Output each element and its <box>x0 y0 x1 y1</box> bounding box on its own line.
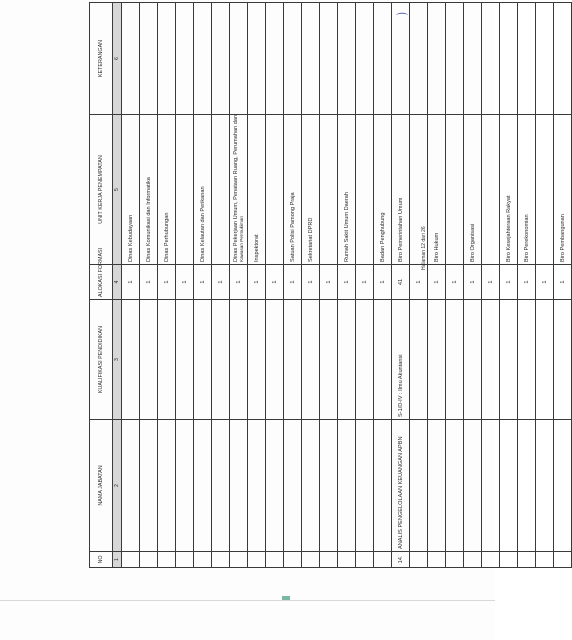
scan-marker <box>282 596 290 600</box>
table-row <box>320 3 338 568</box>
unit-kerja-text: Biro Hukum <box>433 232 440 262</box>
cell-keterangan <box>176 3 194 115</box>
cell-kualifikasi <box>194 300 212 420</box>
cell-unit-kerja <box>194 115 212 265</box>
table-row <box>284 3 302 568</box>
cell-keterangan <box>518 3 536 115</box>
cell-jabatan <box>518 420 536 552</box>
cell-alokasi: 1 <box>536 265 554 300</box>
table-row <box>212 3 230 568</box>
cell-alokasi: 1 <box>482 265 500 300</box>
cell-alokasi: 1 <box>464 265 482 300</box>
cell-jabatan <box>356 420 374 552</box>
unit-kerja-text: Satuan Polisi Pamong Praja <box>289 192 296 262</box>
unit-kerja-text: Dinas Perhubungan <box>163 212 170 262</box>
cell-no <box>356 552 374 568</box>
cell-alokasi: 1 <box>266 265 284 300</box>
cell-keterangan <box>446 3 464 115</box>
cell-no <box>284 552 302 568</box>
cell-keterangan <box>320 3 338 115</box>
cell-unit-kerja <box>266 115 284 265</box>
cell-jabatan <box>194 420 212 552</box>
cell-unit-kerja <box>374 115 392 265</box>
cell-unit-kerja <box>536 115 554 265</box>
cell-alokasi: 1 <box>518 265 536 300</box>
cell-unit-kerja <box>356 115 374 265</box>
cell-jabatan <box>284 420 302 552</box>
cell-no <box>518 552 536 568</box>
pen-mark-icon: ⌒ <box>396 12 409 26</box>
cell-no <box>248 552 266 568</box>
cell-keterangan <box>554 3 572 115</box>
table-row <box>464 3 482 568</box>
cell-keterangan <box>122 3 140 115</box>
cell-unit-kerja <box>140 115 158 265</box>
table-row <box>482 3 500 568</box>
cell-alokasi: 1 <box>554 265 572 300</box>
cell-jabatan <box>536 420 554 552</box>
cell-kualifikasi <box>536 300 554 420</box>
cell-keterangan <box>482 3 500 115</box>
cell-kualifikasi <box>320 300 338 420</box>
table-row <box>554 3 572 568</box>
header-unit-kerja: UNIT KERJA PENEMPATAN <box>90 115 113 265</box>
page-number: Halaman 12 dari 26 <box>421 226 427 270</box>
cell-alokasi: 1 <box>230 265 248 300</box>
cell-alokasi: 1 <box>194 265 212 300</box>
cell-kualifikasi <box>500 300 518 420</box>
cell-unit-kerja <box>230 115 248 265</box>
table-row <box>410 3 428 568</box>
cell-unit-kerja <box>248 115 266 265</box>
cell-no <box>446 552 464 568</box>
cell-kualifikasi <box>158 300 176 420</box>
table-row <box>338 3 356 568</box>
cell-alokasi: 1 <box>248 265 266 300</box>
cell-no <box>482 552 500 568</box>
cell-jabatan <box>338 420 356 552</box>
cell-jabatan <box>140 420 158 552</box>
cell-keterangan <box>500 3 518 115</box>
cell-jabatan <box>302 420 320 552</box>
cell-kualifikasi <box>338 300 356 420</box>
header-kualifikasi: KUALIFIKASI PENDIDIKAN <box>90 300 113 420</box>
cell-kualifikasi <box>356 300 374 420</box>
cell-no <box>374 552 392 568</box>
cell-unit-kerja <box>518 115 536 265</box>
column-number: 4 <box>113 265 122 300</box>
cell-unit-kerja <box>320 115 338 265</box>
column-number: 5 <box>113 115 122 265</box>
cell-keterangan <box>356 3 374 115</box>
cell-alokasi: 1 <box>374 265 392 300</box>
column-number: 2 <box>113 420 122 552</box>
cell-unit-kerja <box>122 115 140 265</box>
table-row <box>536 3 554 568</box>
cell-alokasi: 1 <box>302 265 320 300</box>
cell-jabatan <box>122 420 140 552</box>
table-row <box>356 3 374 568</box>
cell-kualifikasi <box>518 300 536 420</box>
cell-jabatan <box>446 420 464 552</box>
divider <box>0 600 495 601</box>
cell-alokasi: 1 <box>356 265 374 300</box>
cell-keterangan <box>338 3 356 115</box>
cell-jabatan <box>554 420 572 552</box>
table-row <box>428 3 446 568</box>
table-row <box>140 3 158 568</box>
cell-unit-kerja <box>338 115 356 265</box>
cell-unit-kerja <box>176 115 194 265</box>
unit-kerja-text: Rumah Sakit Umum Daerah <box>343 192 350 262</box>
cell-alokasi: 1 <box>410 265 428 300</box>
table-row <box>500 3 518 568</box>
cell-alokasi: 1 <box>446 265 464 300</box>
cell-no <box>230 552 248 568</box>
unit-kerja-text: Biro Pembangunan <box>559 214 566 262</box>
cell-kualifikasi <box>554 300 572 420</box>
header-keterangan: KETERANGAN <box>90 3 113 115</box>
header-nama-jabatan: NAMA JABATAN <box>90 420 113 552</box>
table-row <box>122 3 140 568</box>
cell-kualifikasi <box>248 300 266 420</box>
cell-unit-kerja <box>482 115 500 265</box>
cell-kualifikasi <box>464 300 482 420</box>
column-number: 6 <box>113 3 122 115</box>
unit-kerja-text: Sekretariat DPRD <box>307 217 314 262</box>
cell-jabatan <box>500 420 518 552</box>
cell-no <box>338 552 356 568</box>
cell-no <box>410 552 428 568</box>
cell-jabatan <box>266 420 284 552</box>
cell-kualifikasi <box>482 300 500 420</box>
cell-no <box>122 552 140 568</box>
cell-unit-kerja <box>302 115 320 265</box>
cell-kualifikasi <box>302 300 320 420</box>
cell-no <box>140 552 158 568</box>
cell-kualifikasi <box>428 300 446 420</box>
unit-kerja-text: Biro Kesejahteraan Rakyat <box>505 195 512 262</box>
table-row <box>392 3 410 568</box>
header-no: NO <box>90 552 113 568</box>
cell-jabatan <box>482 420 500 552</box>
cell-kualifikasi <box>374 300 392 420</box>
unit-kerja-text: Biro Organisasi <box>469 223 476 262</box>
cell-alokasi: 1 <box>212 265 230 300</box>
cell-no <box>428 552 446 568</box>
unit-kerja-subtext: Kawasan Permukiman <box>239 216 244 262</box>
cell-alokasi: 1 <box>122 265 140 300</box>
cell-jabatan <box>212 420 230 552</box>
cell-no <box>500 552 518 568</box>
cell-keterangan <box>464 3 482 115</box>
cell-jabatan: ANALIS PENGELOLAAN KEUANGAN APBN <box>392 420 410 552</box>
cell-unit-kerja <box>500 115 518 265</box>
cell-keterangan <box>194 3 212 115</box>
cell-no: 14. <box>392 552 410 568</box>
cell-unit-kerja <box>392 115 410 265</box>
cell-no <box>536 552 554 568</box>
cell-keterangan <box>140 3 158 115</box>
cell-kualifikasi <box>230 300 248 420</box>
cell-kualifikasi <box>284 300 302 420</box>
cell-keterangan <box>302 3 320 115</box>
column-number-row <box>113 3 122 568</box>
cell-jabatan <box>248 420 266 552</box>
cell-kualifikasi <box>410 300 428 420</box>
cell-no <box>212 552 230 568</box>
unit-kerja-text: Biro Pemerintahan Umum <box>397 197 404 262</box>
table-row <box>518 3 536 568</box>
table-row <box>158 3 176 568</box>
cell-no <box>464 552 482 568</box>
cell-alokasi: 1 <box>158 265 176 300</box>
cell-alokasi: 1 <box>338 265 356 300</box>
cell-kualifikasi <box>212 300 230 420</box>
unit-kerja-text: Dinas Kebudayaan <box>127 214 134 262</box>
cell-keterangan <box>248 3 266 115</box>
cell-keterangan <box>410 3 428 115</box>
unit-kerja-text: Dinas Pekerjaan Umum, Penataan Ruang, Perumahan dan <box>233 114 239 262</box>
cell-alokasi: 1 <box>284 265 302 300</box>
column-number: 3 <box>113 300 122 420</box>
cell-kualifikasi <box>446 300 464 420</box>
cell-keterangan <box>284 3 302 115</box>
cell-unit-kerja <box>428 115 446 265</box>
cell-keterangan <box>428 3 446 115</box>
cell-unit-kerja <box>464 115 482 265</box>
cell-jabatan <box>374 420 392 552</box>
cell-no <box>176 552 194 568</box>
cell-alokasi: 1 <box>320 265 338 300</box>
table-row <box>248 3 266 568</box>
cell-alokasi: 1 <box>428 265 446 300</box>
table-row <box>266 3 284 568</box>
cell-kualifikasi: S-1/D-IV : Ilmu Akuntansi <box>392 300 410 420</box>
cell-alokasi: 1 <box>140 265 158 300</box>
cell-keterangan <box>230 3 248 115</box>
table-row <box>302 3 320 568</box>
cell-alokasi: 1 <box>176 265 194 300</box>
cell-no <box>302 552 320 568</box>
unit-kerja-text: Badan Penghubung <box>379 212 386 262</box>
unit-kerja-text: Dinas Kelautan dan Perikanan <box>199 186 206 262</box>
cell-keterangan <box>158 3 176 115</box>
cell-kualifikasi <box>122 300 140 420</box>
cell-unit-kerja <box>446 115 464 265</box>
cell-no <box>320 552 338 568</box>
column-number: 1 <box>113 552 122 568</box>
cell-keterangan <box>374 3 392 115</box>
table-header-row <box>90 3 113 568</box>
cell-kualifikasi <box>140 300 158 420</box>
cell-alokasi: 41 <box>392 265 410 300</box>
cell-keterangan <box>266 3 284 115</box>
cell-jabatan <box>464 420 482 552</box>
unit-kerja-text: Inspektorat <box>253 234 260 262</box>
cell-no <box>158 552 176 568</box>
table-row <box>176 3 194 568</box>
cell-jabatan <box>320 420 338 552</box>
cell-jabatan <box>410 420 428 552</box>
cell-no <box>266 552 284 568</box>
cell-no <box>194 552 212 568</box>
cell-jabatan <box>230 420 248 552</box>
cell-alokasi: 1 <box>500 265 518 300</box>
cell-unit-kerja <box>158 115 176 265</box>
formation-table <box>89 2 572 568</box>
cell-keterangan <box>212 3 230 115</box>
table-body <box>122 3 572 568</box>
cell-jabatan <box>428 420 446 552</box>
cell-jabatan <box>176 420 194 552</box>
cell-kualifikasi <box>176 300 194 420</box>
unit-kerja-text: Biro Perekonomian <box>523 214 530 262</box>
cell-no <box>554 552 572 568</box>
table-row <box>230 3 248 568</box>
cell-keterangan <box>536 3 554 115</box>
unit-kerja-text: Dinas Komunikasi dan Informatika <box>145 177 152 262</box>
cell-unit-kerja <box>284 115 302 265</box>
cell-kualifikasi <box>266 300 284 420</box>
cell-jabatan <box>158 420 176 552</box>
header-alokasi: ALOKASI FORMASI <box>90 265 113 300</box>
table-row <box>446 3 464 568</box>
cell-unit-kerja <box>554 115 572 265</box>
table-row <box>374 3 392 568</box>
table-row <box>194 3 212 568</box>
cell-unit-kerja <box>212 115 230 265</box>
